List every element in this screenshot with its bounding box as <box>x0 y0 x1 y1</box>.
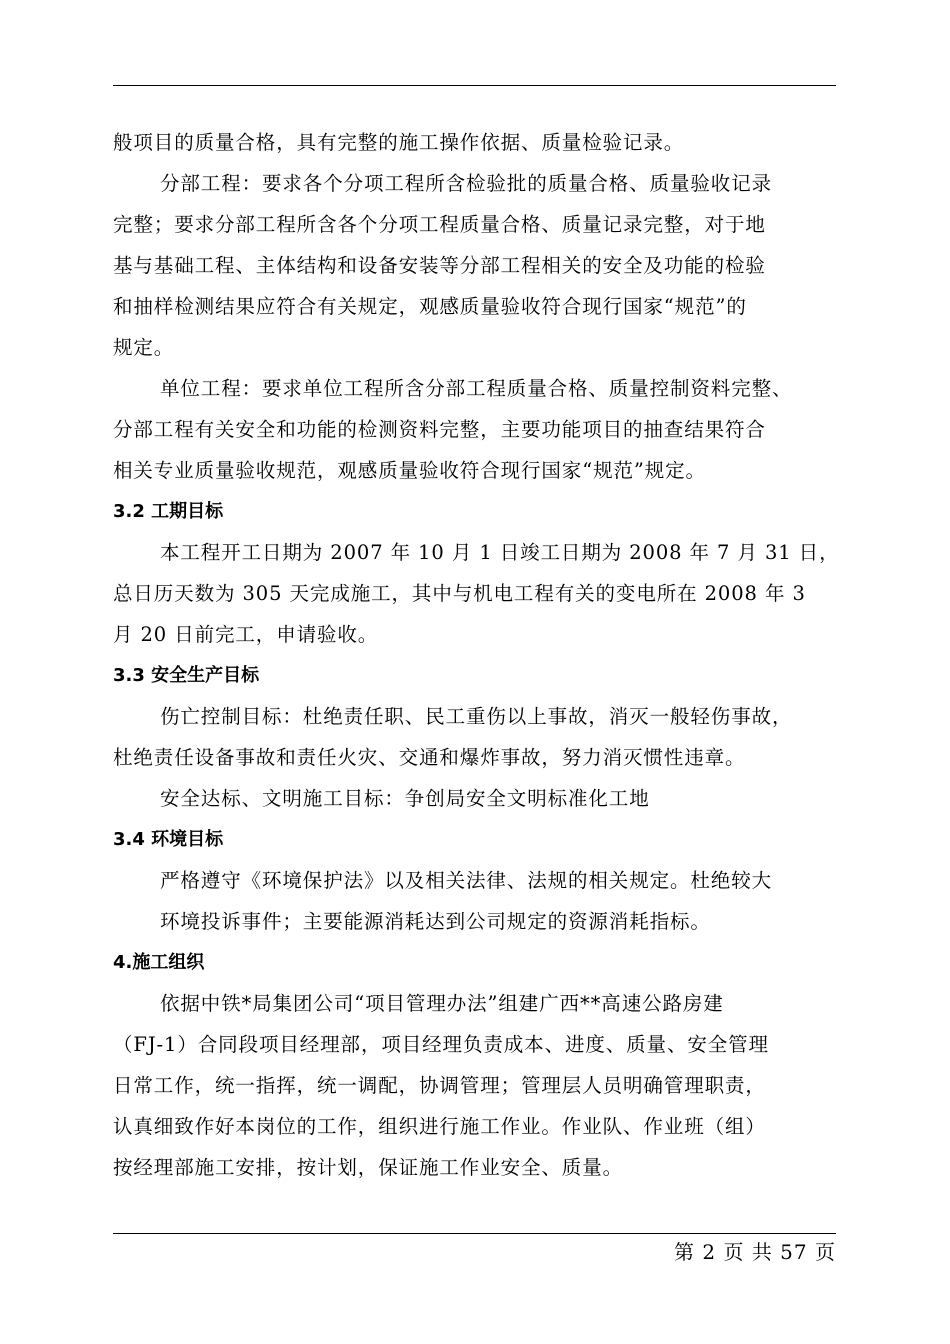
paragraph-casualty-control: 伤亡控制目标：杜绝责任职、民工重伤以上事故，消灭一般轻伤事故， 杜绝责任设备事故和责任火灾、交通和爆炸事故，努力消灭惯性违章。 <box>113 705 793 769</box>
header-rule <box>113 85 836 86</box>
footer-rule <box>113 1233 836 1234</box>
paragraph-organization: 依据中铁*局集团公司“项目管理办法”组建广西**高速公路房建 （FJ-1）合同段项目经理部，项目经理负责成本、进度、质量、安全管理 日常工作，统一指挥，统一调配，协调管理；管理层人员明确管理职责， 认真细致作好本岗位的工作，组织进行施工作业。作业队、作业班（组） 按经理部施工安排，按计划，保证施工作业安全、质量。 <box>113 992 769 1179</box>
heading-3-2-schedule-goal: 3.2 工期目标 <box>113 501 224 522</box>
page-number: 第 2 页 共 57 页 <box>674 1240 836 1264</box>
paragraph-divisional-works: 分部工程：要求各个分项工程所含检验批的质量合格、质量验收记录 完整；要求分部工程所含各个分项工程质量合格、质量记录完整，对于地 基与基础工程、主体结构和设备安装等分部工程相关的安全及功能的检验 和抽样检测结果应符合有关规定，观感质量验收符合现行国家“规范”的 规定。 <box>113 172 773 359</box>
heading-3-3-safety-goal: 3.3 安全生产目标 <box>113 665 260 686</box>
heading-3-4-environment-goal: 3.4 环境目标 <box>113 829 224 850</box>
paragraph-quality-general: 般项目的质量合格，具有完整的施工操作依据、质量检验记录。 <box>113 131 685 154</box>
paragraph-unit-works: 单位工程：要求单位工程所含分部工程质量合格、质量控制资料完整、 分部工程有关安全和功能的检测资料完整，主要功能项目的抽查结果符合 相关专业质量验收规范，观感质量验收符合现行国家“规范”规定。 <box>113 377 793 482</box>
paragraph-schedule: 本工程开工日期为 2007 年 10 月 1 日竣工日期为 2008 年 7 月 31 日， 总日历天数为 305 天完成施工，其中与机电工程有关的变电所在 2008 年 3 月 20 日前完工，申请验收。 <box>113 541 840 646</box>
document-body <box>113 122 840 1188</box>
heading-4-construction-organization: 4.施工组织 <box>113 952 205 973</box>
paragraph-environment: 严格遵守《环境保护法》以及相关法律、法规的相关规定。杜绝较大 环境投诉事件；主要能源消耗达到公司规定的资源消耗指标。 <box>160 869 773 933</box>
paragraph-safety-standard: 安全达标、文明施工目标：争创局安全文明标准化工地 <box>160 787 650 810</box>
